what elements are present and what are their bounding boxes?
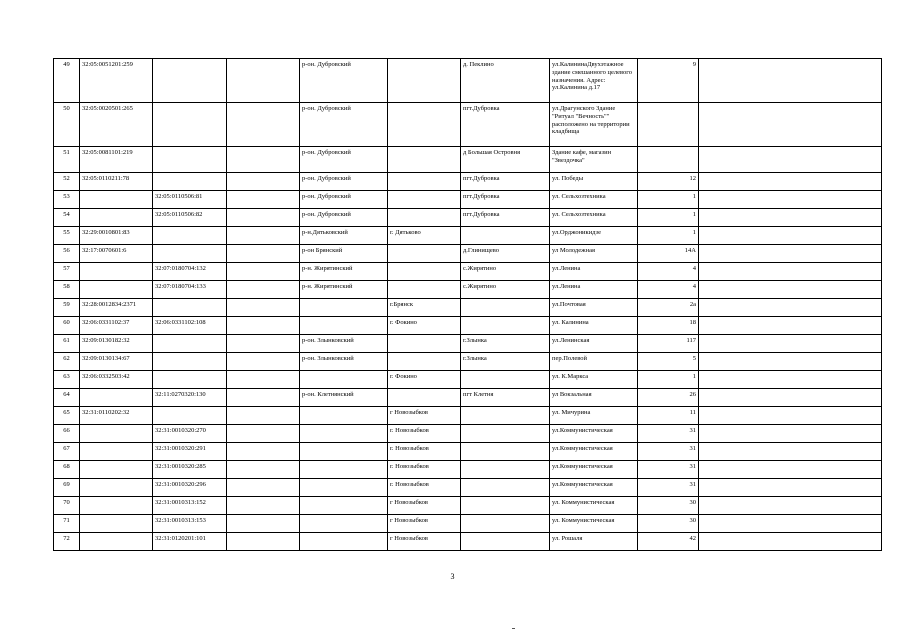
street: пер.Полевой [550, 353, 638, 371]
cadastral-number-premises [153, 335, 227, 353]
row-number: 54 [54, 209, 80, 227]
house-number: 9 [638, 59, 699, 103]
city [388, 245, 461, 263]
city: г. Дятьково [388, 227, 461, 245]
extra-column [227, 497, 300, 515]
district [300, 515, 388, 533]
street: ул.Коммунистическая [550, 443, 638, 461]
extra-column [227, 103, 300, 147]
extra-column [227, 263, 300, 281]
district: р-он. Дубровский [300, 209, 388, 227]
blank-column [699, 191, 882, 209]
district [300, 479, 388, 497]
house-number: 1 [638, 371, 699, 389]
blank-column [699, 173, 882, 191]
cadastral-number-premises [153, 227, 227, 245]
city: г. Новозыбков [388, 479, 461, 497]
city [388, 191, 461, 209]
cadastral-number [80, 443, 153, 461]
table-body [54, 59, 882, 551]
cadastral-number: 32:17:0070601:6 [80, 245, 153, 263]
settlement [461, 317, 550, 335]
extra-column [227, 245, 300, 263]
settlement: пгт.Дубровка [461, 209, 550, 227]
city: г. Новозыбков [388, 443, 461, 461]
district: р-он. Дубровский [300, 147, 388, 173]
house-number: 12 [638, 173, 699, 191]
cadastral-number [80, 533, 153, 551]
extra-column [227, 147, 300, 173]
table-row [54, 227, 882, 245]
extra-column [227, 209, 300, 227]
district: р-он Брянский [300, 245, 388, 263]
settlement [461, 497, 550, 515]
blank-column [699, 497, 882, 515]
settlement: пгт Клетня [461, 389, 550, 407]
house-number: 4 [638, 263, 699, 281]
house-number: 42 [638, 533, 699, 551]
cadastral-number: 32:06:0332503:42 [80, 371, 153, 389]
street: ул.Коммунистическая [550, 425, 638, 443]
house-number: 1 [638, 209, 699, 227]
settlement [461, 407, 550, 425]
district: р-он. Дубровский [300, 191, 388, 209]
cadastral-number: 32:09:0130182:32 [80, 335, 153, 353]
settlement [461, 425, 550, 443]
cadastral-number: 32:28:0012834:2371 [80, 299, 153, 317]
settlement: с.Жирятино [461, 281, 550, 299]
cadastral-number: 32:05:0081101:219 [80, 147, 153, 173]
city [388, 335, 461, 353]
house-number: 1 [638, 191, 699, 209]
city: г. Новозыбков [388, 425, 461, 443]
extra-column [227, 317, 300, 335]
district: р-он. Дубровский [300, 173, 388, 191]
street: ул. Коммунистическая [550, 515, 638, 533]
city: г Новозыбков [388, 407, 461, 425]
row-number: 58 [54, 281, 80, 299]
table-row [54, 299, 882, 317]
blank-column [699, 263, 882, 281]
street: ул Вокзальная [550, 389, 638, 407]
cadastral-number-premises [153, 407, 227, 425]
extra-column [227, 515, 300, 533]
table-row [54, 461, 882, 479]
cadastral-number-premises: 32:31:0010320:291 [153, 443, 227, 461]
city: г Новозыбков [388, 497, 461, 515]
cadastral-number [80, 209, 153, 227]
table-row [54, 191, 882, 209]
city [388, 59, 461, 103]
cadastral-number-premises: 32:31:0010320:296 [153, 479, 227, 497]
blank-column [699, 515, 882, 533]
house-number: 2а [638, 299, 699, 317]
settlement [461, 299, 550, 317]
street: ул.Ленина [550, 281, 638, 299]
table-row [54, 245, 882, 263]
settlement: д.Глинищево [461, 245, 550, 263]
settlement [461, 515, 550, 533]
street: ул.Ленина [550, 263, 638, 281]
house-number: 18 [638, 317, 699, 335]
blank-column [699, 335, 882, 353]
row-number: 61 [54, 335, 80, 353]
cadastral-number-premises [153, 147, 227, 173]
blank-column [699, 245, 882, 263]
table-row [54, 103, 882, 147]
blank-column [699, 103, 882, 147]
cadastral-number: 32:05:0051201:259 [80, 59, 153, 103]
house-number: 1 [638, 227, 699, 245]
extra-column [227, 479, 300, 497]
table-row [54, 515, 882, 533]
house-number: 31 [638, 479, 699, 497]
district [300, 317, 388, 335]
scan-speck [512, 628, 515, 629]
row-number: 59 [54, 299, 80, 317]
cadastral-number: 32:29:0010801:83 [80, 227, 153, 245]
cadastral-number [80, 497, 153, 515]
cadastral-number: 32:05:0110211:78 [80, 173, 153, 191]
row-number: 57 [54, 263, 80, 281]
street: ул.Коммунистическая [550, 461, 638, 479]
settlement [461, 461, 550, 479]
street: ул. Калинина [550, 317, 638, 335]
district [300, 497, 388, 515]
cadastral-number-premises [153, 173, 227, 191]
table-row [54, 263, 882, 281]
city [388, 281, 461, 299]
extra-column [227, 191, 300, 209]
blank-column [699, 479, 882, 497]
house-number: 31 [638, 443, 699, 461]
row-number: 67 [54, 443, 80, 461]
extra-column [227, 173, 300, 191]
extra-column [227, 299, 300, 317]
city: г Новозыбков [388, 515, 461, 533]
settlement [461, 443, 550, 461]
extra-column [227, 425, 300, 443]
street: ул. Сельхозтехника [550, 209, 638, 227]
district: р-н. Жирятинский [300, 281, 388, 299]
blank-column [699, 461, 882, 479]
cadastral-number-premises: 32:05:0110506:82 [153, 209, 227, 227]
street: ул. Сельхозтехника [550, 191, 638, 209]
house-number [638, 147, 699, 173]
cadastral-number [80, 479, 153, 497]
extra-column [227, 353, 300, 371]
table-row [54, 533, 882, 551]
city: г.Брянск [388, 299, 461, 317]
city: г. Фокино [388, 317, 461, 335]
cadastral-number-premises [153, 299, 227, 317]
row-number: 63 [54, 371, 80, 389]
cadastral-number-premises: 32:31:0010320:285 [153, 461, 227, 479]
blank-column [699, 299, 882, 317]
cadastral-number [80, 425, 153, 443]
district [300, 443, 388, 461]
row-number: 55 [54, 227, 80, 245]
cadastral-number-premises [153, 103, 227, 147]
blank-column [699, 317, 882, 335]
cadastral-number [80, 191, 153, 209]
cadastral-number-premises: 32:31:0010313:152 [153, 497, 227, 515]
row-number: 51 [54, 147, 80, 173]
settlement: д Большая Островня [461, 147, 550, 173]
extra-column [227, 389, 300, 407]
district: р-н.Дятьковский [300, 227, 388, 245]
row-number: 66 [54, 425, 80, 443]
city [388, 147, 461, 173]
street: ул.Орджоникидзе [550, 227, 638, 245]
settlement: г.Злынка [461, 335, 550, 353]
cadastral-number: 32:31:0110202:32 [80, 407, 153, 425]
cadastral-number: 32:05:0020501:265 [80, 103, 153, 147]
table-row [54, 335, 882, 353]
district [300, 425, 388, 443]
district: р-н. Жирятинский [300, 263, 388, 281]
cadastral-number-premises: 32:05:0110506:81 [153, 191, 227, 209]
house-number: 11 [638, 407, 699, 425]
city [388, 209, 461, 227]
street: Здание кафе, магазин "Звездочка" [550, 147, 638, 173]
blank-column [699, 147, 882, 173]
street: ул. Мичурина [550, 407, 638, 425]
table-row [54, 173, 882, 191]
district [300, 461, 388, 479]
table-row [54, 147, 882, 173]
row-number: 70 [54, 497, 80, 515]
house-number: 31 [638, 425, 699, 443]
blank-column [699, 443, 882, 461]
cadastral-number-premises: 32:31:0010313:153 [153, 515, 227, 533]
table-row [54, 497, 882, 515]
extra-column [227, 461, 300, 479]
street: ул.КалининаДвухэтажное здание смешанного целевого назначения. Адрес: ул.Калинина д.17 [550, 59, 638, 103]
table-row [54, 281, 882, 299]
settlement [461, 371, 550, 389]
settlement: г.Злынка [461, 353, 550, 371]
table-row [54, 443, 882, 461]
cadastral-number [80, 461, 153, 479]
settlement [461, 227, 550, 245]
cadastral-number-premises [153, 245, 227, 263]
row-number: 52 [54, 173, 80, 191]
city [388, 103, 461, 147]
city [388, 389, 461, 407]
street: ул.Ленинская [550, 335, 638, 353]
settlement: пгт.Дубровка [461, 173, 550, 191]
cadastral-number [80, 263, 153, 281]
district: р-он. Злынковский [300, 353, 388, 371]
extra-column [227, 407, 300, 425]
row-number: 69 [54, 479, 80, 497]
page-number: 3 [450, 572, 455, 581]
cadastral-number [80, 281, 153, 299]
extra-column [227, 443, 300, 461]
settlement: пгт.Дубровка [461, 191, 550, 209]
house-number: 4 [638, 281, 699, 299]
extra-column [227, 281, 300, 299]
street: ул.Драгунского Здание "Ритуал "Вечность"" расположено на территории кладбища [550, 103, 638, 147]
city [388, 353, 461, 371]
settlement: с.Жирятино [461, 263, 550, 281]
city: г. Новозыбков [388, 461, 461, 479]
blank-column [699, 209, 882, 227]
table-row [54, 59, 882, 103]
table-row [54, 479, 882, 497]
blank-column [699, 59, 882, 103]
house-number: 5 [638, 353, 699, 371]
table-row [54, 407, 882, 425]
cadastral-number-premises [153, 371, 227, 389]
cadastral-number [80, 389, 153, 407]
district [300, 407, 388, 425]
table-row [54, 425, 882, 443]
table-row [54, 389, 882, 407]
extra-column [227, 227, 300, 245]
extra-column [227, 533, 300, 551]
district: р-он. Дубровский [300, 103, 388, 147]
city [388, 263, 461, 281]
blank-column [699, 425, 882, 443]
blank-column [699, 389, 882, 407]
cadastral-number-premises: 32:11:0270320:130 [153, 389, 227, 407]
cadastral-number-premises [153, 353, 227, 371]
extra-column [227, 59, 300, 103]
cadastral-number-premises: 32:31:0120201:101 [153, 533, 227, 551]
cadastral-number [80, 515, 153, 533]
street: ул. Рошаля [550, 533, 638, 551]
house-number: 31 [638, 461, 699, 479]
house-number: 26 [638, 389, 699, 407]
extra-column [227, 335, 300, 353]
city: г. Фокино [388, 371, 461, 389]
blank-column [699, 533, 882, 551]
row-number: 68 [54, 461, 80, 479]
house-number: 30 [638, 515, 699, 533]
row-number: 65 [54, 407, 80, 425]
cadastral-number-premises: 32:07:0180704:133 [153, 281, 227, 299]
table-row [54, 371, 882, 389]
row-number: 56 [54, 245, 80, 263]
table-row [54, 353, 882, 371]
cadastral-number-premises: 32:31:0010320:270 [153, 425, 227, 443]
row-number: 62 [54, 353, 80, 371]
district: р-он. Злынковский [300, 335, 388, 353]
property-registry-table [53, 58, 882, 551]
table-row [54, 209, 882, 227]
extra-column [227, 371, 300, 389]
street: ул.Почтовая [550, 299, 638, 317]
district: р-он. Дубровский [300, 59, 388, 103]
settlement [461, 533, 550, 551]
street: ул.Коммунистическая [550, 479, 638, 497]
cadastral-number-premises: 32:07:0180704:132 [153, 263, 227, 281]
cadastral-number-premises [153, 59, 227, 103]
house-number: 30 [638, 497, 699, 515]
blank-column [699, 281, 882, 299]
district [300, 299, 388, 317]
cadastral-number-premises: 32:06:0331102:108 [153, 317, 227, 335]
row-number: 72 [54, 533, 80, 551]
house-number [638, 103, 699, 147]
blank-column [699, 371, 882, 389]
row-number: 49 [54, 59, 80, 103]
city: г Новозыбков [388, 533, 461, 551]
settlement: д. Пеклино [461, 59, 550, 103]
blank-column [699, 407, 882, 425]
street: ул. Коммунистическая [550, 497, 638, 515]
row-number: 53 [54, 191, 80, 209]
row-number: 71 [54, 515, 80, 533]
row-number: 60 [54, 317, 80, 335]
district [300, 371, 388, 389]
house-number: 117 [638, 335, 699, 353]
row-number: 64 [54, 389, 80, 407]
blank-column [699, 227, 882, 245]
city [388, 173, 461, 191]
cadastral-number: 32:06:0331102:37 [80, 317, 153, 335]
blank-column [699, 353, 882, 371]
row-number: 50 [54, 103, 80, 147]
settlement: пгт.Дубровка [461, 103, 550, 147]
street: ул Молодежная [550, 245, 638, 263]
street: ул. Победы [550, 173, 638, 191]
district: р-он. Клетнянский [300, 389, 388, 407]
street: ул. К.Маркса [550, 371, 638, 389]
table-row [54, 317, 882, 335]
cadastral-number: 32:09:0130134:67 [80, 353, 153, 371]
house-number: 14А [638, 245, 699, 263]
district [300, 533, 388, 551]
settlement [461, 479, 550, 497]
